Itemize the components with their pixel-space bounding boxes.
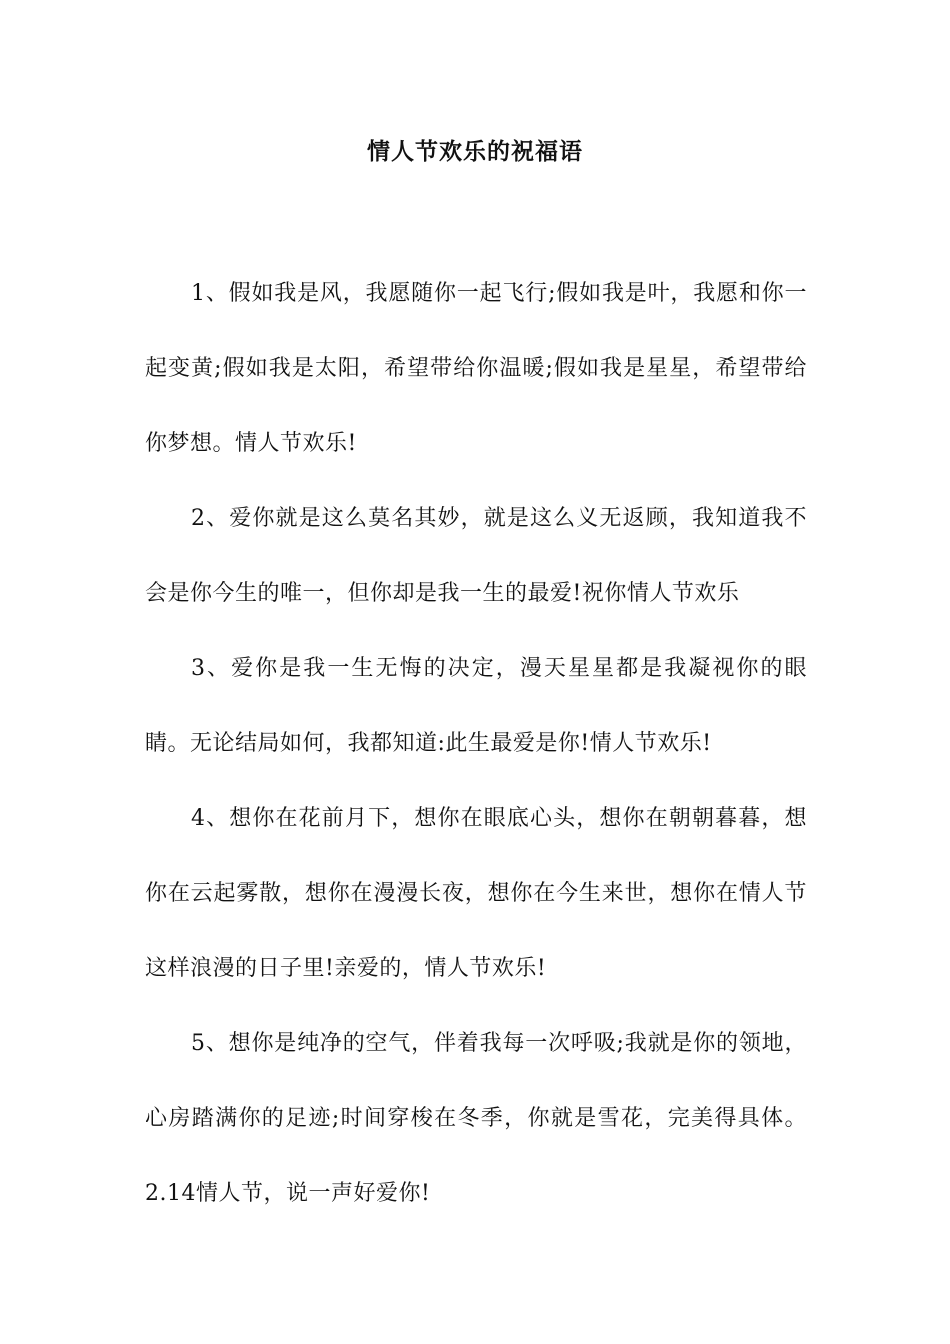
- paragraph-4: 4、想你在花前月下，想你在眼底心头，想你在朝朝暮暮，想你在云起雾散，想你在漫漫长夜，想你在今生来世，想你在情人节这样浪漫的日子里!亲爱的，情人节欢乐!: [145, 806, 807, 981]
- paragraph-3: 3、爱你是我一生无悔的决定，漫天星星都是我凝视你的眼睛。无论结局如何，我都知道:此生最爱是你!情人节欢乐!: [145, 656, 807, 756]
- paragraph-5: 5、想你是纯净的空气，伴着我每一次呼吸;我就是你的领地，心房踏满你的足迹;时间穿梭在冬季，你就是雪花，完美得具体。2.14情人节，说一声好爱你!: [145, 1031, 807, 1206]
- document-title: 情人节欢乐的祝福语: [367, 139, 583, 165]
- document-body: [145, 256, 807, 1231]
- paragraph-1: 1、假如我是风，我愿随你一起飞行;假如我是叶，我愿和你一起变黄;假如我是太阳，希望带给你温暖;假如我是星星，希望带给你梦想。情人节欢乐!: [145, 281, 807, 456]
- paragraph-2: 2、爱你就是这么莫名其妙，就是这么义无返顾，我知道我不会是你今生的唯一，但你却是我一生的最爱!祝你情人节欢乐: [145, 506, 807, 606]
